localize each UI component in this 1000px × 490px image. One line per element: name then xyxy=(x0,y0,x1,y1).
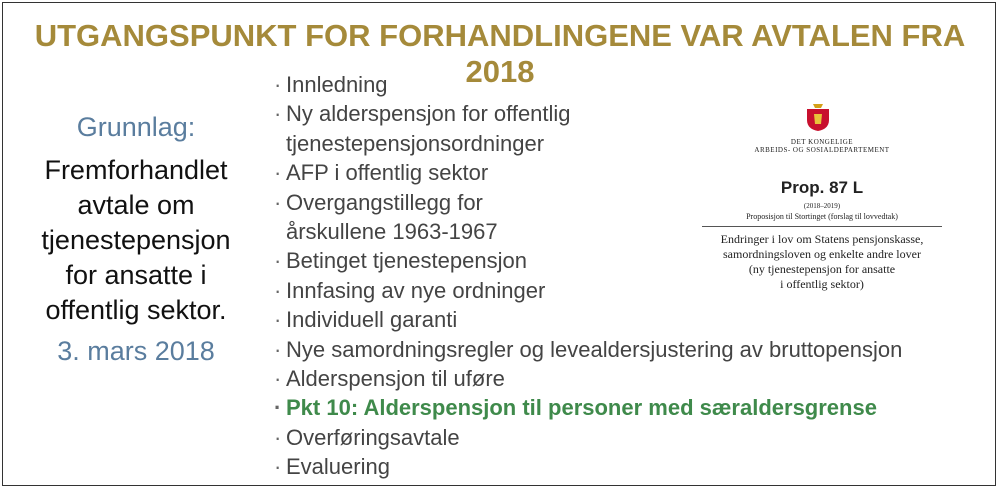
department-name xyxy=(672,138,972,154)
list-item: · Ny alderspensjon for offentlig xyxy=(272,99,987,128)
list-item: · Innledning xyxy=(272,70,987,99)
list-item: · AFP i offentlig sektor xyxy=(272,158,987,187)
proposition-document-thumbnail xyxy=(672,88,972,328)
description-line: Endringer i lov om Statens pensjonskasse, xyxy=(720,232,924,246)
list-item: · Overgangstillegg for xyxy=(272,188,987,217)
description-line: i offentlig sektor) xyxy=(780,277,864,291)
grunnlag-line: for ansatte i xyxy=(65,260,207,290)
list-item: · Nye samordningsregler og levealdersjustering av bruttopensjon xyxy=(272,335,987,364)
proposition-subtitle: Proposisjon til Stortinget (forslag til lovvedtak) xyxy=(746,212,898,221)
proposition-description xyxy=(682,232,962,292)
department-line: ARBEIDS- OG SOSIALDEPARTEMENT xyxy=(754,146,890,154)
list-item-text: tjenestepensjonsordninger xyxy=(286,130,545,156)
department-line: DET KONGELIGE xyxy=(790,138,854,146)
list-item-text: årskullene 1963-1967 xyxy=(286,219,498,245)
grunnlag-line: Fremforhandlet xyxy=(44,155,228,185)
list-item: · Evaluering xyxy=(272,452,987,481)
grunnlag-line: avtale om xyxy=(77,190,195,220)
list-item: · Innfasing av nye ordninger xyxy=(272,276,987,305)
list-item: · Individuell garanti xyxy=(272,305,987,334)
list-item: · Betinget tjenestepensjon xyxy=(272,246,987,275)
slide-title: UTGANGSPUNKT FOR FORHANDLINGENE VAR AVTALEN FRA 2018 xyxy=(34,18,966,89)
grunnlag-text xyxy=(20,153,252,328)
list-item: · Overføringsavtale xyxy=(272,423,987,452)
grunnlag-heading: Grunnlag: xyxy=(76,112,196,142)
grunnlag-line: tjenestepensjon xyxy=(41,225,231,255)
coat-of-arms-icon xyxy=(804,102,832,132)
proposition-year: (2018–2019) xyxy=(803,202,841,210)
agreement-date: 3. mars 2018 xyxy=(57,336,215,366)
left-panel xyxy=(20,112,252,367)
list-item-highlighted: · Pkt 10: Alderspensjon til personer med særaldersgrense xyxy=(272,393,987,422)
grunnlag-line: offentlig sektor. xyxy=(45,295,227,325)
list-item: · Alderspensjon til uføre xyxy=(272,364,987,393)
divider xyxy=(702,226,942,227)
description-line: (ny tjenestepensjon for ansatte xyxy=(748,262,896,276)
proposition-number: Prop. 87 L xyxy=(780,178,864,197)
description-line: samordningsloven og enkelte andre lover xyxy=(723,247,921,261)
